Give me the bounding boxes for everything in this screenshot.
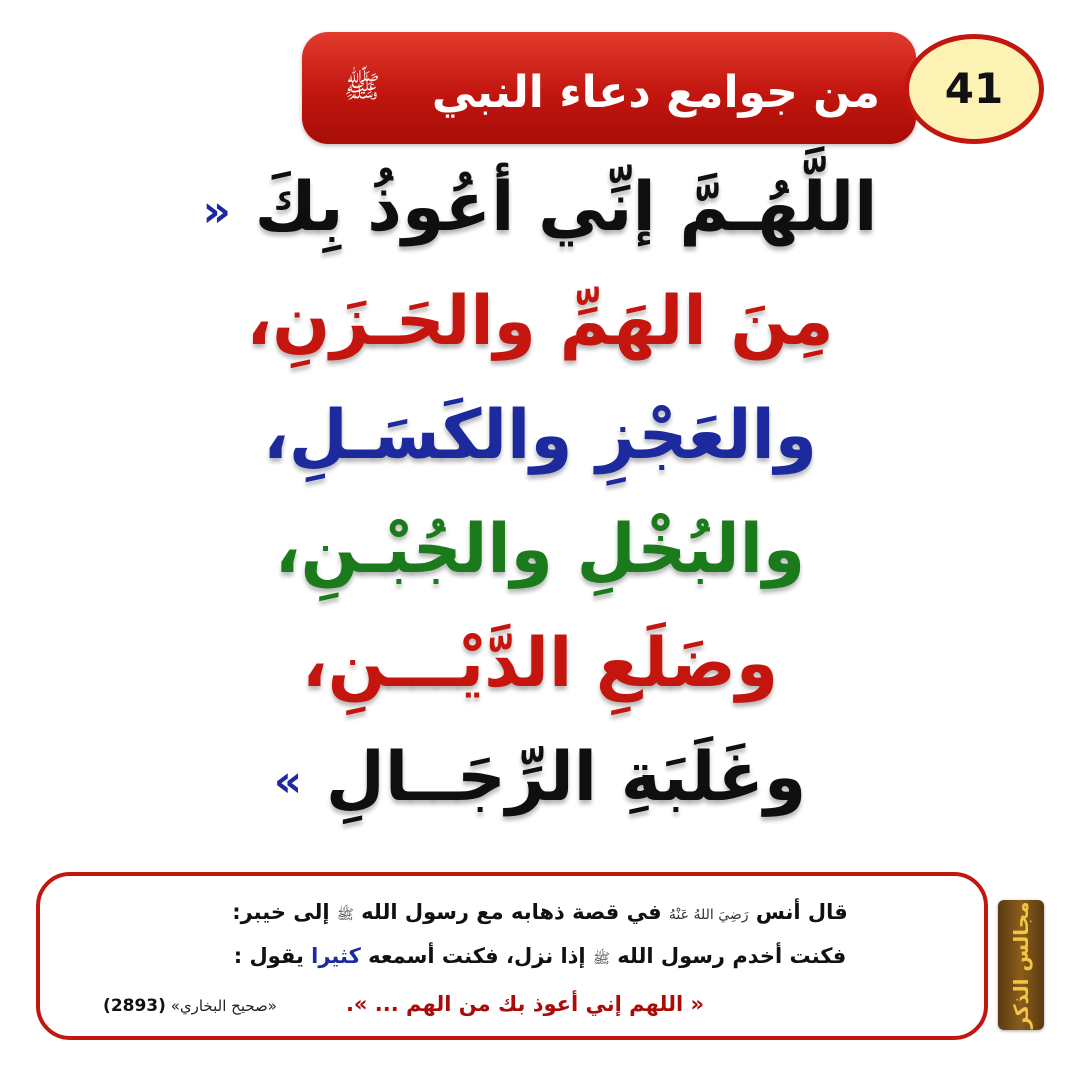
dua-line-2-part-a: مِنَ الهَمِّ	[559, 282, 834, 361]
dua-line-5-part-a: وضَلَعِ	[595, 624, 779, 703]
hadith-line-2-a: فكنت أخدم رسول الله	[617, 944, 847, 968]
dua-line-5	[200, 624, 880, 703]
dua-line-4-part-a: والبُخْلِ	[576, 510, 806, 589]
salawat-seal-icon: ﷺ	[343, 70, 381, 105]
hadith-line-1-c: إلى خيبر:	[232, 900, 330, 924]
dua-line-2	[200, 282, 880, 361]
dua-close-quote: »	[273, 755, 303, 807]
source-book: «صحيح البخاري»	[170, 997, 277, 1015]
majalis-logo	[998, 900, 1044, 1030]
dua-open-quote: «	[202, 185, 231, 237]
source-reference	[90, 996, 290, 1016]
honorific-text: رَضِيَ اللهُ عَنْهُ	[668, 907, 749, 923]
hadith-line-1	[110, 900, 970, 926]
dua-line-4-part-b: والجُبْـنِ،	[274, 510, 553, 589]
dua-line-3-part-b: والكَسَـلِ،	[262, 396, 573, 475]
dua-line-5-part-b: الدَّيْـــنِ،	[301, 624, 573, 703]
dua-line-1-text: اللَّهُـمَّ إنِّي أعُوذُ بِكَ	[254, 168, 878, 247]
hadith-line-2-c: يقول :	[233, 944, 304, 968]
hadith-kathir-word: كثيرا	[311, 944, 361, 968]
number-badge: 41	[904, 34, 1044, 144]
hadith-line-1-b: في قصة ذهابه مع رسول الله	[361, 900, 662, 924]
dua-line-4	[200, 510, 880, 589]
dua-line-3	[200, 396, 880, 475]
header-title: من جوامع دعاء النبي	[431, 67, 880, 118]
dua-line-6-part-b: الرِّجَــالِ	[325, 738, 598, 817]
dua-line-2-part-b: والحَـزَنِ،	[246, 282, 536, 361]
logo-text: مجالس الذكر	[1009, 901, 1033, 1029]
hadith-quoted-dua: « اللهم إني أعوذ بك من الهم ... ».	[345, 992, 705, 1016]
salawat-icon: ﷺ	[336, 907, 354, 923]
hadith-line-2-b: إذا نزل، فكنت أسمعه	[368, 944, 586, 968]
hadith-line-2	[110, 944, 970, 970]
source-number: (2893)	[103, 996, 166, 1016]
salawat-icon-2: ﷺ	[592, 951, 610, 967]
dua-line-6-part-a: وغَلَبَةِ	[620, 738, 807, 817]
hadith-line-1-a: قال أنس	[755, 900, 848, 924]
dua-line-6	[200, 738, 880, 817]
dua-line-3-part-a: والعَجْزِ	[596, 396, 818, 475]
dua-line-1	[200, 168, 880, 247]
